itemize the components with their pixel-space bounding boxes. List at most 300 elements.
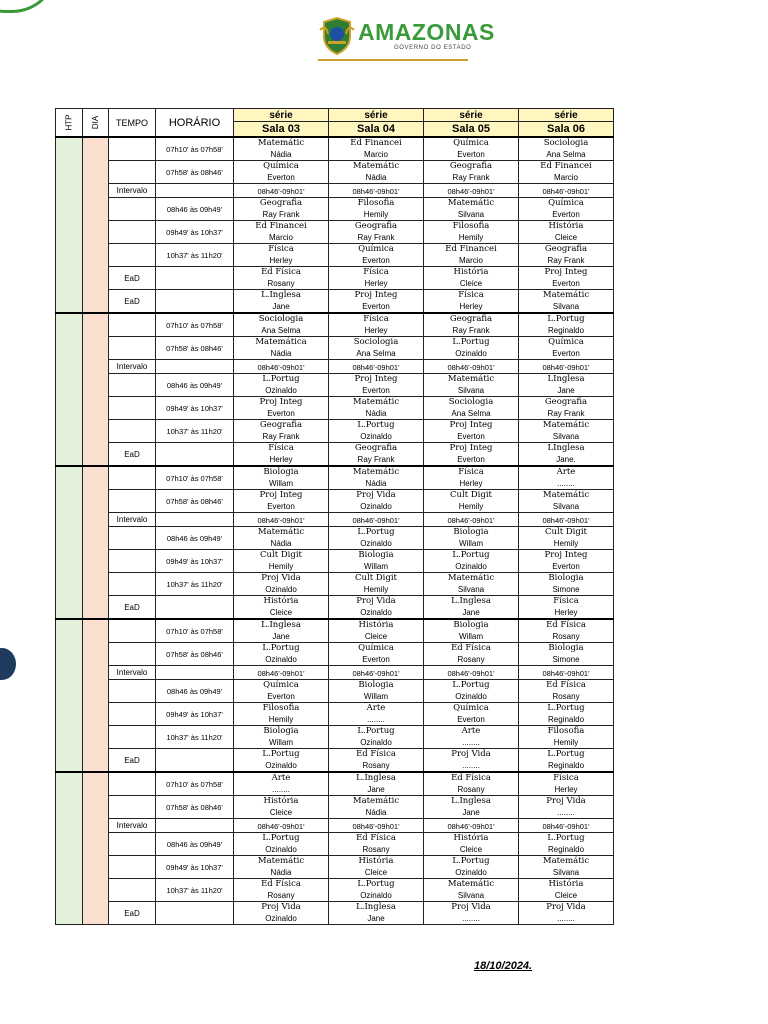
horario-cell: 07h58' às 08h46' bbox=[156, 161, 234, 184]
subject-name: L.Portug bbox=[547, 833, 585, 843]
teacher-name: Everton bbox=[362, 386, 390, 395]
teacher-name: Herley bbox=[269, 455, 293, 464]
teacher-name: ........ bbox=[367, 715, 385, 724]
horario-cell: 10h37' às 11h20' bbox=[156, 244, 234, 267]
class-cell bbox=[234, 902, 329, 925]
horario-cell: 07h10' às 07h58' bbox=[156, 313, 234, 337]
schedule-row bbox=[56, 527, 614, 550]
class-cell bbox=[519, 221, 614, 244]
class-cell bbox=[519, 184, 614, 198]
subject-name: Matemática bbox=[255, 337, 307, 347]
class-cell bbox=[519, 443, 614, 467]
teacher-name: Nádia bbox=[270, 539, 292, 548]
class-cell bbox=[329, 244, 424, 267]
class-cell bbox=[329, 290, 424, 314]
subject-name: Proj Integ bbox=[354, 374, 398, 384]
class-cell bbox=[424, 527, 519, 550]
class-cell bbox=[234, 666, 329, 680]
serie-header: série bbox=[424, 109, 519, 122]
horario-cell: 07h10' às 07h58' bbox=[156, 466, 234, 490]
tempo-cell bbox=[109, 337, 156, 360]
teacher-name: Everton bbox=[552, 279, 580, 288]
subject-name: Proj Integ bbox=[544, 550, 588, 560]
interval-time: 08h46'-09h01' bbox=[257, 187, 305, 196]
tempo-cell bbox=[109, 680, 156, 703]
class-cell bbox=[234, 796, 329, 819]
teacher-name: Jane bbox=[462, 608, 480, 617]
subject-name: Filosofia bbox=[262, 703, 300, 713]
subject-name: Proj Vida bbox=[546, 796, 586, 806]
corner-decoration bbox=[0, 0, 58, 13]
teacher-name: Marcio bbox=[553, 173, 578, 182]
tempo-cell: EaD bbox=[109, 596, 156, 620]
subject-name: Biologia bbox=[453, 527, 489, 537]
teacher-name: Silvana bbox=[457, 891, 485, 900]
schedule-row bbox=[56, 680, 614, 703]
class-cell bbox=[424, 443, 519, 467]
subject-name: L.Portug bbox=[547, 703, 585, 713]
class-cell bbox=[424, 360, 519, 374]
class-cell bbox=[329, 796, 424, 819]
schedule-row bbox=[56, 596, 614, 620]
subject-name: Biologia bbox=[358, 680, 394, 690]
teacher-name: Ray Frank bbox=[547, 256, 585, 265]
subject-name: Geografia bbox=[544, 397, 588, 407]
subject-name: Química bbox=[263, 680, 299, 690]
teacher-name: Ozinaldo bbox=[360, 891, 392, 900]
teacher-name: Cleice bbox=[459, 279, 483, 288]
subject-name: Biologia bbox=[263, 726, 299, 736]
subject-name: Proj Integ bbox=[259, 397, 303, 407]
class-cell bbox=[519, 527, 614, 550]
subject-name: L.Portug bbox=[262, 749, 300, 759]
schedule-row bbox=[56, 490, 614, 513]
class-cell bbox=[329, 313, 424, 337]
teacher-name: ........ bbox=[557, 479, 575, 488]
class-cell bbox=[329, 833, 424, 856]
teacher-name: Ray Frank bbox=[262, 432, 300, 441]
horario-cell: 10h37' às 11h20' bbox=[156, 573, 234, 596]
schedule-row bbox=[56, 703, 614, 726]
schedule-row bbox=[56, 267, 614, 290]
teacher-name: Willam bbox=[364, 692, 388, 701]
teacher-name: Everton bbox=[457, 150, 485, 159]
teacher-name: Jane bbox=[367, 914, 385, 923]
subject-name: Filosofia bbox=[547, 726, 585, 736]
subject-name: Filosofia bbox=[357, 198, 395, 208]
subject-name: Ed Financei bbox=[540, 161, 592, 171]
class-cell bbox=[424, 337, 519, 360]
subject-name: Biologia bbox=[548, 573, 584, 583]
teacher-name: Ozinaldo bbox=[360, 502, 392, 511]
class-cell bbox=[424, 420, 519, 443]
subject-name: Matemátic bbox=[352, 796, 400, 806]
tempo-cell bbox=[109, 397, 156, 420]
class-cell bbox=[234, 360, 329, 374]
class-cell bbox=[519, 337, 614, 360]
subject-name: Química bbox=[548, 337, 584, 347]
subject-name: Geografia bbox=[259, 420, 303, 430]
class-cell bbox=[234, 313, 329, 337]
teacher-name: Simone bbox=[552, 655, 580, 664]
class-cell bbox=[329, 902, 424, 925]
schedule-row bbox=[56, 374, 614, 397]
horario-cell: 10h37' às 11h20' bbox=[156, 420, 234, 443]
teacher-name: Hemily bbox=[268, 715, 294, 724]
subject-name: Biologia bbox=[263, 467, 299, 477]
subject-name: L.Inglesa bbox=[451, 796, 491, 806]
subject-name: História bbox=[263, 796, 299, 806]
class-cell bbox=[329, 879, 424, 902]
class-cell bbox=[234, 772, 329, 796]
class-cell bbox=[424, 902, 519, 925]
tempo-cell bbox=[109, 573, 156, 596]
tempo-cell bbox=[109, 374, 156, 397]
teacher-name: Nádia bbox=[365, 808, 387, 817]
class-cell bbox=[519, 726, 614, 749]
subject-name: Matemátic bbox=[542, 856, 590, 866]
tempo-cell: Intervalo bbox=[109, 513, 156, 527]
teacher-name: Nádia bbox=[365, 479, 387, 488]
teacher-name: Ozinaldo bbox=[265, 655, 297, 664]
class-cell bbox=[519, 902, 614, 925]
horario-cell: 09h49' às 10h37' bbox=[156, 856, 234, 879]
htp-cell bbox=[56, 137, 83, 313]
tempo-cell bbox=[109, 161, 156, 184]
subject-name: Geografia bbox=[449, 161, 493, 171]
class-cell bbox=[424, 290, 519, 314]
subject-name: L.Portug bbox=[547, 749, 585, 759]
teacher-name: Silvana bbox=[552, 502, 580, 511]
schedule-row bbox=[56, 221, 614, 244]
schedule-row bbox=[56, 879, 614, 902]
tempo-cell bbox=[109, 137, 156, 161]
class-cell bbox=[234, 749, 329, 773]
tempo-cell: EaD bbox=[109, 749, 156, 773]
subject-name: Ed Física bbox=[451, 643, 491, 653]
class-cell bbox=[234, 680, 329, 703]
subject-name: Geografia bbox=[354, 221, 398, 231]
teacher-name: Cleice bbox=[269, 608, 293, 617]
subject-name: Filosofia bbox=[452, 221, 490, 231]
tempo-cell: EaD bbox=[109, 267, 156, 290]
class-cell bbox=[424, 643, 519, 666]
class-cell bbox=[234, 596, 329, 620]
class-cell bbox=[519, 819, 614, 833]
schedule-row bbox=[56, 420, 614, 443]
class-cell bbox=[519, 290, 614, 314]
class-cell bbox=[234, 527, 329, 550]
interval-time: 08h46'-09h01' bbox=[352, 669, 400, 678]
serie-header: série bbox=[519, 109, 614, 122]
document-date: 18/10/2024. bbox=[474, 960, 533, 972]
class-cell bbox=[329, 374, 424, 397]
tempo-cell bbox=[109, 527, 156, 550]
subject-name: L.Inglesa bbox=[356, 773, 396, 783]
htp-cell bbox=[56, 772, 83, 925]
teacher-name: Ray Frank bbox=[547, 409, 585, 418]
teacher-name: Hemily bbox=[458, 233, 484, 242]
subject-name: História bbox=[548, 221, 584, 231]
class-cell bbox=[329, 550, 424, 573]
teacher-name: Rosany bbox=[552, 692, 580, 701]
teacher-name: Hemily bbox=[553, 539, 579, 548]
subject-name: Cult Digit bbox=[545, 527, 587, 537]
subject-name: Arte bbox=[366, 703, 386, 713]
class-cell bbox=[519, 879, 614, 902]
teacher-name: Jane bbox=[367, 785, 385, 794]
class-cell bbox=[424, 550, 519, 573]
class-cell bbox=[519, 161, 614, 184]
teacher-name: Cleice bbox=[269, 808, 293, 817]
horario-cell: 07h10' às 07h58' bbox=[156, 137, 234, 161]
horario-cell: 07h58' às 08h46' bbox=[156, 337, 234, 360]
class-cell bbox=[424, 490, 519, 513]
subject-name: História bbox=[453, 833, 489, 843]
subject-name: Ed Física bbox=[546, 680, 586, 690]
class-cell bbox=[234, 643, 329, 666]
teacher-name: Ray Frank bbox=[357, 233, 395, 242]
subject-name: Física bbox=[553, 773, 579, 783]
teacher-name: Cleice bbox=[554, 233, 578, 242]
teacher-name: ........ bbox=[272, 785, 290, 794]
subject-name: Matemátic bbox=[352, 161, 400, 171]
subject-name: L.Portug bbox=[357, 420, 395, 430]
dia-cell bbox=[83, 466, 109, 619]
subject-name: L.Portug bbox=[452, 337, 490, 347]
schedule-row bbox=[56, 198, 614, 221]
sala-header: Sala 05 bbox=[424, 122, 519, 138]
class-cell bbox=[424, 879, 519, 902]
teacher-name: Willam bbox=[459, 632, 483, 641]
subject-name: História bbox=[358, 620, 394, 630]
subject-name: Ed Financei bbox=[350, 138, 402, 148]
subject-name: Química bbox=[358, 643, 394, 653]
dia-cell bbox=[83, 313, 109, 466]
class-cell bbox=[424, 833, 519, 856]
schedule-row bbox=[56, 833, 614, 856]
horario-cell bbox=[156, 443, 234, 467]
dia-cell bbox=[83, 772, 109, 925]
subject-name: Química bbox=[548, 198, 584, 208]
subject-name: Química bbox=[358, 244, 394, 254]
schedule-row bbox=[56, 856, 614, 879]
interval-time: 08h46'-09h01' bbox=[257, 363, 305, 372]
side-decoration bbox=[0, 648, 16, 680]
teacher-name: Rosany bbox=[362, 761, 390, 770]
subject-name: Matemátic bbox=[447, 573, 495, 583]
horario-cell: 10h37' às 11h20' bbox=[156, 726, 234, 749]
teacher-name: Ana Selma bbox=[451, 409, 491, 418]
teacher-name: Everton bbox=[362, 302, 390, 311]
horario-cell: 09h49' às 10h37' bbox=[156, 221, 234, 244]
subject-name: Física bbox=[363, 314, 389, 324]
schedule-row bbox=[56, 643, 614, 666]
teacher-name: Reginaldo bbox=[547, 845, 585, 854]
interval-time: 08h46'-09h01' bbox=[257, 516, 305, 525]
teacher-name: Ozinaldo bbox=[265, 386, 297, 395]
dia-cell bbox=[83, 619, 109, 772]
horario-cell: 07h58' às 08h46' bbox=[156, 643, 234, 666]
class-cell bbox=[234, 137, 329, 161]
amazonas-logo bbox=[316, 14, 495, 64]
horario-cell bbox=[156, 290, 234, 314]
subject-name: Matemátic bbox=[257, 856, 305, 866]
teacher-name: Herley bbox=[364, 279, 388, 288]
class-cell bbox=[234, 221, 329, 244]
subject-name: LInglesa bbox=[547, 443, 585, 453]
class-cell bbox=[234, 856, 329, 879]
serie-header: série bbox=[329, 109, 424, 122]
horario-cell bbox=[156, 596, 234, 620]
teacher-name: Ozinaldo bbox=[265, 761, 297, 770]
subject-name: Matemátic bbox=[257, 527, 305, 537]
teacher-name: Herley bbox=[364, 326, 388, 335]
class-cell bbox=[329, 856, 424, 879]
teacher-name: Ozinaldo bbox=[265, 914, 297, 923]
teacher-name: Rosany bbox=[267, 891, 295, 900]
teacher-name: Ray Frank bbox=[452, 326, 490, 335]
class-cell bbox=[234, 374, 329, 397]
teacher-name: ........ bbox=[462, 914, 480, 923]
class-cell bbox=[234, 819, 329, 833]
tempo-cell bbox=[109, 550, 156, 573]
htp-cell bbox=[56, 619, 83, 772]
teacher-name: Reginaldo bbox=[547, 326, 585, 335]
tempo-cell bbox=[109, 221, 156, 244]
teacher-name: Everton bbox=[267, 502, 295, 511]
class-cell bbox=[424, 184, 519, 198]
dia-cell bbox=[83, 137, 109, 313]
class-cell bbox=[519, 360, 614, 374]
interval-time: 08h46'-09h01' bbox=[542, 363, 590, 372]
class-cell bbox=[424, 619, 519, 643]
teacher-name: Everton bbox=[267, 173, 295, 182]
class-cell bbox=[424, 221, 519, 244]
class-cell bbox=[519, 796, 614, 819]
teacher-name: Silvana bbox=[552, 302, 580, 311]
brand-underline bbox=[318, 59, 468, 61]
teacher-name: Hemily bbox=[268, 562, 294, 571]
class-cell bbox=[329, 527, 424, 550]
subject-name: Matemátic bbox=[447, 198, 495, 208]
teacher-name: Jane bbox=[272, 302, 290, 311]
teacher-name: Everton bbox=[552, 562, 580, 571]
subject-name: Química bbox=[453, 703, 489, 713]
subject-name: L.Inglesa bbox=[451, 596, 491, 606]
header-row-serie bbox=[56, 109, 614, 122]
subject-name: L.Portug bbox=[452, 550, 490, 560]
subject-name: L.Portug bbox=[262, 643, 300, 653]
class-cell bbox=[234, 337, 329, 360]
class-cell bbox=[234, 466, 329, 490]
schedule-row bbox=[56, 749, 614, 773]
teacher-name: Hemily bbox=[553, 738, 579, 747]
class-cell bbox=[519, 856, 614, 879]
schedule-row bbox=[56, 819, 614, 833]
teacher-name: Willam bbox=[269, 479, 293, 488]
teacher-name: Rosany bbox=[362, 845, 390, 854]
subject-name: L.Inglesa bbox=[356, 902, 396, 912]
subject-name: Ed Física bbox=[546, 620, 586, 630]
subject-name: Arte bbox=[556, 467, 576, 477]
horario-cell bbox=[156, 819, 234, 833]
class-cell bbox=[329, 490, 424, 513]
teacher-name: Willam bbox=[459, 539, 483, 548]
brand-name: AMAZONAS bbox=[358, 19, 495, 45]
teacher-name: Cleice bbox=[459, 845, 483, 854]
class-cell bbox=[234, 443, 329, 467]
subject-name: Física bbox=[268, 244, 294, 254]
class-cell bbox=[424, 513, 519, 527]
horario-header: HORÁRIO bbox=[156, 109, 234, 138]
schedule-row bbox=[56, 137, 614, 161]
subject-name: História bbox=[263, 596, 299, 606]
teacher-name: Ana Selma bbox=[261, 326, 301, 335]
teacher-name: Rosany bbox=[552, 632, 580, 641]
htp-cell bbox=[56, 313, 83, 466]
subject-name: História bbox=[358, 856, 394, 866]
schedule-row bbox=[56, 244, 614, 267]
brand-subtitle: GOVERNO DO ESTADO bbox=[394, 45, 472, 51]
subject-name: Ed Financei bbox=[255, 221, 307, 231]
interval-time: 08h46'-09h01' bbox=[352, 363, 400, 372]
sala-header: Sala 03 bbox=[234, 122, 329, 138]
horario-cell: 09h49' às 10h37' bbox=[156, 397, 234, 420]
subject-name: Ed Física bbox=[451, 773, 491, 783]
state-seal-icon bbox=[318, 16, 356, 56]
tempo-cell: Intervalo bbox=[109, 184, 156, 198]
subject-name: Arte bbox=[461, 726, 481, 736]
tempo-cell bbox=[109, 313, 156, 337]
horario-cell bbox=[156, 184, 234, 198]
class-cell bbox=[329, 573, 424, 596]
teacher-name: ........ bbox=[557, 914, 575, 923]
schedule-row bbox=[56, 290, 614, 314]
teacher-name: Silvana bbox=[457, 585, 485, 594]
subject-name: Matemátic bbox=[447, 879, 495, 889]
subject-name: L.Portug bbox=[357, 879, 395, 889]
class-cell bbox=[234, 198, 329, 221]
class-cell bbox=[519, 490, 614, 513]
tempo-cell bbox=[109, 879, 156, 902]
interval-time: 08h46'-09h01' bbox=[542, 822, 590, 831]
teacher-name: Everton bbox=[552, 349, 580, 358]
teacher-name: Everton bbox=[362, 256, 390, 265]
class-cell bbox=[234, 267, 329, 290]
subject-name: Ed Física bbox=[356, 833, 396, 843]
class-cell bbox=[424, 137, 519, 161]
teacher-name: Ray Frank bbox=[262, 210, 300, 219]
schedule-row bbox=[56, 772, 614, 796]
subject-name: LInglesa bbox=[547, 374, 585, 384]
schedule-row bbox=[56, 666, 614, 680]
teacher-name: Cleice bbox=[364, 632, 388, 641]
class-cell bbox=[329, 420, 424, 443]
class-cell bbox=[519, 420, 614, 443]
class-cell bbox=[424, 819, 519, 833]
class-cell bbox=[329, 397, 424, 420]
teacher-name: Cleice bbox=[554, 891, 578, 900]
class-cell bbox=[519, 267, 614, 290]
subject-name: Matemátic bbox=[447, 374, 495, 384]
teacher-name: Ozinaldo bbox=[360, 432, 392, 441]
class-cell bbox=[519, 244, 614, 267]
teacher-name: Reginaldo bbox=[547, 761, 585, 770]
teacher-name: ........ bbox=[557, 808, 575, 817]
subject-name: Proj Integ bbox=[544, 267, 588, 277]
class-cell bbox=[329, 337, 424, 360]
